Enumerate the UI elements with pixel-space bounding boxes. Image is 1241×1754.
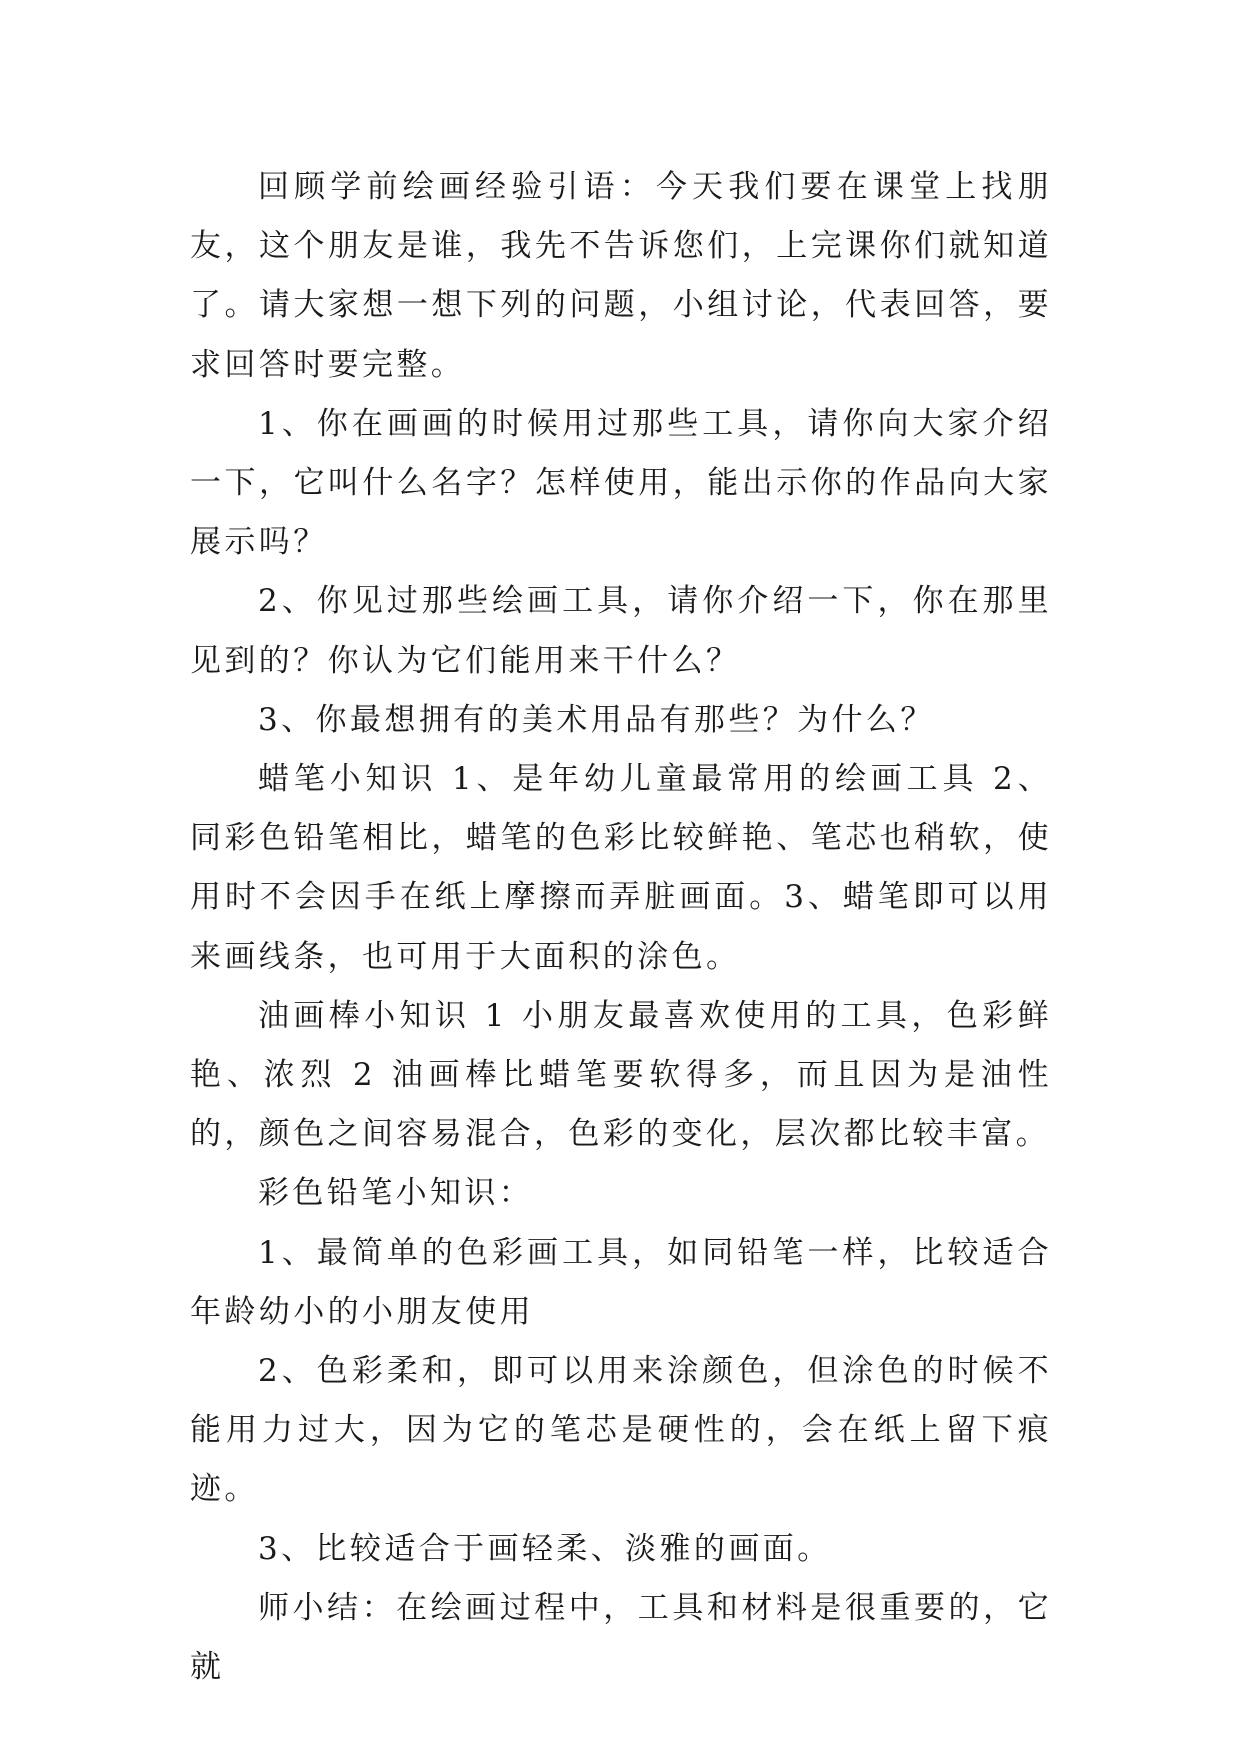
paragraph-intro: 回顾学前绘画经验引语：今天我们要在课堂上找朋友，这个朋友是谁，我先不告诉您们，上完课你们就知道了。请大家想一想下列的问题，小组讨论，代表回答，要求回答时要完整。 (190, 169, 1052, 383)
paragraph-oil-pastel-knowledge: 油画棒小知识 1 小朋友最喜欢使用的工具，色彩鲜艳、浓烈 2 油画棒比蜡笔要软得多，而且因为是油性的，颜色之间容易混合，色彩的变化，层次都比较丰富。 (190, 997, 1052, 1153)
paragraph-colored-pencil-2: 2、色彩柔和，即可以用来涂颜色，但涂色的时候不能用力过大，因为它的笔芯是硬性的，会在纸上留下痕迹。 (190, 1353, 1052, 1508)
paragraph-teacher-summary: 师小结：在绘画过程中，工具和材料是很重要的，它就 (190, 1589, 1052, 1686)
paragraph-question-3: 3、你最想拥有的美术用品有那些？为什么？ (258, 701, 935, 738)
document-body (190, 158, 1052, 1697)
paragraph-colored-pencil-1: 1、最简单的色彩画工具，如同铅笔一样，比较适合年龄幼小的小朋友使用 (190, 1234, 1052, 1330)
paragraph-crayon-knowledge: 蜡笔小知识 1、是年幼儿童最常用的绘画工具 2、同彩色铅笔相比，蜡笔的色彩比较鲜艳、笔芯也稍软，使用时不会因手在纸上摩擦而弄脏画面。3、蜡笔即可以用来画线条，也可用于大面积的涂色。 (190, 761, 1052, 975)
paragraph-colored-pencil-heading: 彩色铅笔小知识： (258, 1175, 534, 1212)
paragraph-question-1: 1、你在画画的时候用过那些工具，请你向大家介绍一下，它叫什么名字？怎样使用，能出示你的作品向大家展示吗？ (190, 405, 1052, 561)
paragraph-colored-pencil-3: 3、比较适合于画轻柔、淡雅的画面。 (258, 1530, 832, 1567)
paragraph-question-2: 2、你见过那些绘画工具，请你介绍一下，你在那里见到的？你认为它们能用来干什么？ (190, 583, 1052, 679)
